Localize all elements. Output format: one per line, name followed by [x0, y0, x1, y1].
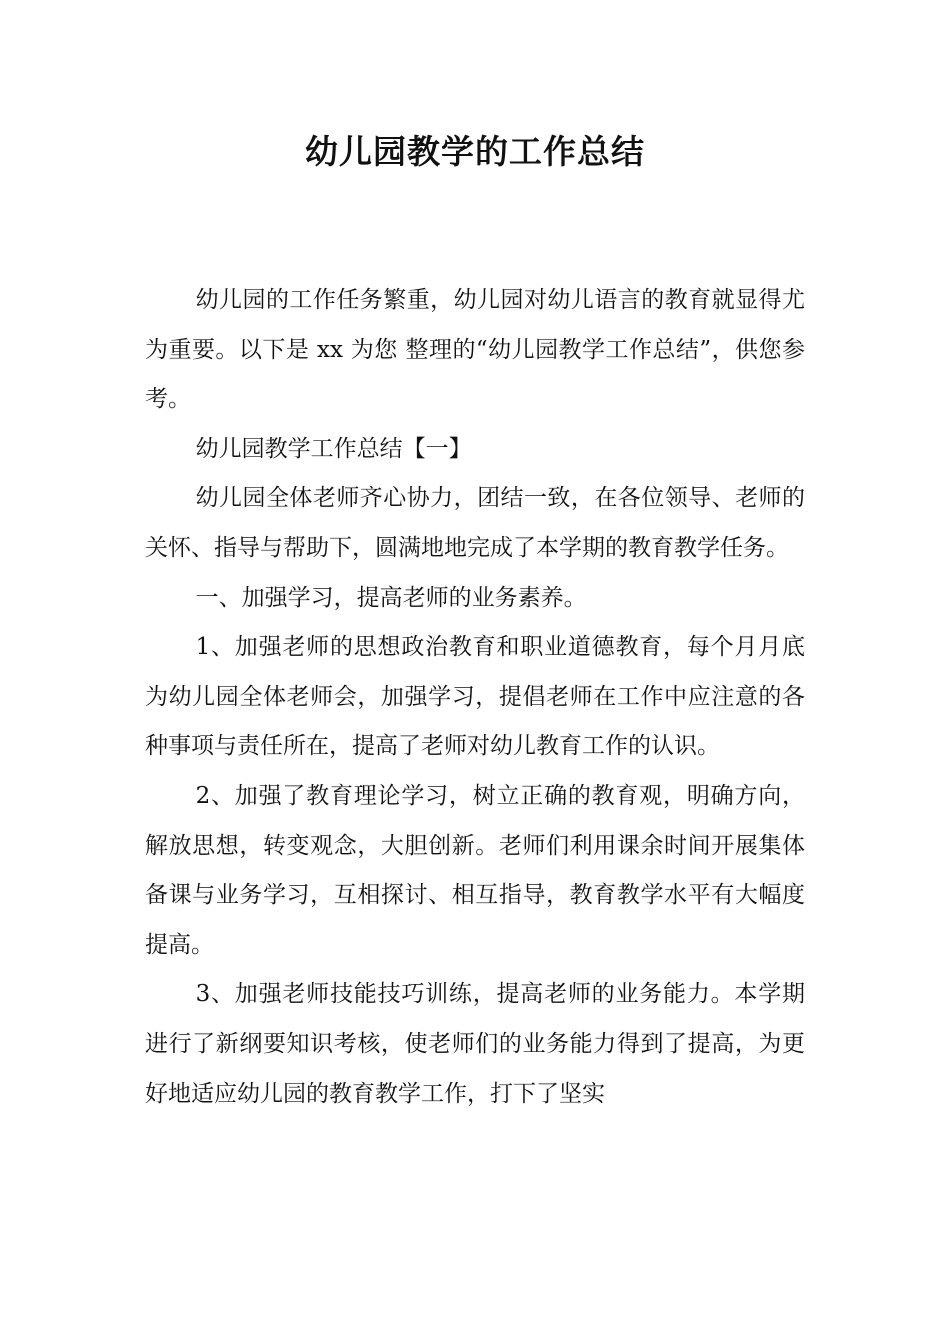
document-body: [145, 276, 805, 1119]
document-title: 幼儿园教学的工作总结: [305, 132, 645, 171]
paragraph: 1、加强老师的思想政治教育和职业道德教育，每个月月底为幼儿园全体老师会，加强学习，提倡老师在工作中应注意的各种事项与责任所在，提高了老师对幼儿教育工作的认识。: [145, 634, 805, 760]
paragraph-intro: 幼儿园的工作任务繁重，幼儿园对幼儿语言的教育就显得尤为重要。以下是 xx 为您 整理的“幼儿园教学工作总结”，供您参考。: [145, 287, 805, 413]
subsection-heading: 一、加强学习，提高老师的业务素养。: [195, 584, 587, 611]
section-heading: 幼儿园教学工作总结【一】: [195, 435, 472, 462]
paragraph: 3、加强老师技能技巧训练，提高老师的业务能力。本学期进行了新纲要知识考核，使老师们的业务能力得到了提高，为更好地适应幼儿园的教育教学工作，打下了坚实: [145, 981, 805, 1107]
paragraph: 2、加强了教育理论学习，树立正确的教育观，明确方向，解放思想，转变观念，大胆创新。老师们利用课余时间开展集体备课与业务学习，互相探讨、相互指导，教育教学水平有大幅度提高。: [145, 782, 805, 958]
paragraph: 幼儿园全体老师齐心协力，团结一致，在各位领导、老师的关怀、指导与帮助下，圆满地地完成了本学期的教育教学任务。: [145, 485, 805, 561]
